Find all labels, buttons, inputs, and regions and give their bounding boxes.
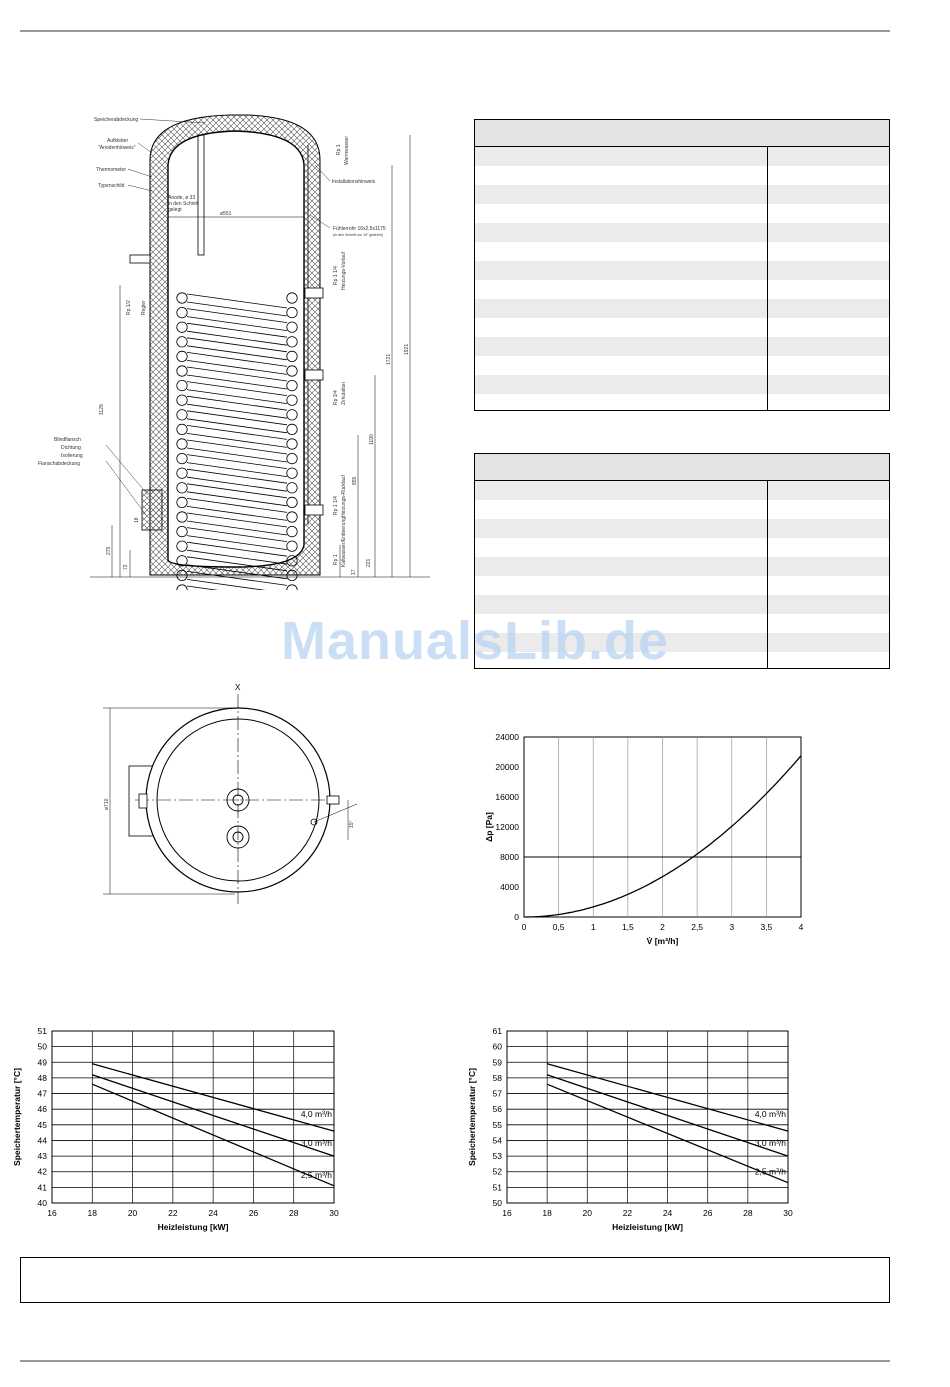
x-tick-label: 26 — [248, 1208, 259, 1218]
y-axis-label: Speichertemperatur [°C] — [12, 1068, 22, 1166]
label-flange-1: Blindflansch — [54, 437, 81, 443]
conn-circ-size: Rp 3/4 — [333, 390, 339, 405]
y-tick-label: 51 — [492, 1182, 502, 1193]
x-tick-label: 30 — [329, 1208, 339, 1218]
dim-a: 1921 — [404, 343, 410, 355]
controller-connection — [130, 255, 150, 263]
conn-cold-size: Rp 1 — [333, 554, 339, 565]
table-row — [475, 500, 889, 519]
tank-plan-drawing — [95, 680, 375, 905]
y-tick-label: 45 — [37, 1119, 47, 1130]
table-row — [475, 318, 889, 337]
x-tick-label: 22 — [168, 1208, 178, 1218]
conn-return-size: Rp 1 1/4 — [333, 496, 339, 515]
y-axis-label: Δp [Pa] — [484, 812, 494, 842]
series-label: 3,0 m³/h — [754, 1138, 786, 1149]
y-tick-label: 49 — [37, 1057, 47, 1068]
x-tick-label: 18 — [87, 1208, 98, 1218]
y-tick-label: 0 — [514, 912, 519, 922]
label-flange-2: Dichtung — [61, 445, 81, 451]
dim-h: 72 — [123, 564, 129, 570]
y-tick-label: 54 — [492, 1135, 502, 1146]
x-tick-label: 24 — [662, 1208, 673, 1218]
storage-temp-chart-right — [465, 1020, 815, 1245]
y-tick-label: 56 — [492, 1104, 502, 1115]
label-flange-4: Flanschabdeckung — [38, 461, 80, 467]
x-tick-label: 0,5 — [552, 922, 565, 932]
y-tick-label: 4000 — [500, 882, 519, 892]
label-sticker-1: Aufkleber — [107, 138, 129, 144]
x-tick-label: 16 — [47, 1208, 57, 1218]
dim-f: 275 — [106, 546, 112, 555]
table-row — [475, 261, 889, 280]
bottom-rule — [20, 1360, 890, 1362]
x-tick-label: 2,5 — [691, 922, 704, 932]
x-tick-label: 26 — [702, 1208, 713, 1218]
table-row — [475, 481, 889, 500]
label-cover: Speicherabdeckung — [94, 117, 139, 123]
flange — [142, 490, 162, 530]
x-axis-label: V̇ [m³/h] — [646, 936, 679, 946]
pressure-loss-chart — [470, 725, 820, 965]
x-axis-label: Heizleistung [kW] — [157, 1222, 229, 1232]
data-table-1-header — [475, 120, 889, 147]
table-row — [475, 204, 889, 223]
conn-warmwater-label: Warmwasser — [344, 136, 350, 165]
series-label: 2,5 m³/h — [300, 1169, 332, 1180]
y-tick-label: 50 — [492, 1198, 502, 1208]
x-tick-label: 30 — [783, 1208, 793, 1218]
dim-j: 17 — [351, 569, 357, 575]
plan-x-label: X — [235, 683, 241, 692]
dim-d: 1190 — [369, 434, 375, 445]
y-tick-label: 24000 — [495, 732, 519, 742]
label-sensor-1: Fühlerrohr 16x2,5x1175 — [333, 226, 386, 232]
y-tick-label: 40 — [37, 1198, 47, 1208]
dia-outer-label: ø710 — [104, 798, 110, 810]
x-tick-label: 16 — [502, 1208, 512, 1218]
label-thermometer: Thermometer — [96, 167, 127, 173]
x-tick-label: 20 — [127, 1208, 138, 1218]
x-axis-label: Heizleistung [kW] — [612, 1222, 683, 1232]
y-tick-label: 16000 — [495, 792, 519, 802]
x-tick-label: 2 — [660, 922, 665, 932]
plot-area — [52, 1031, 334, 1203]
y-tick-label: 60 — [492, 1041, 502, 1052]
table-row — [475, 538, 889, 557]
note-box — [20, 1257, 890, 1303]
x-tick-label: 20 — [582, 1208, 593, 1218]
y-tick-label: 52 — [492, 1166, 502, 1177]
conn-return-label: Heizungs-Rücklauf — [341, 475, 347, 517]
label-sticker-2: "Anodenhinweis" — [98, 145, 136, 151]
dia-inner-label: ø551 — [220, 211, 232, 217]
x-tick-label: 3 — [729, 922, 735, 932]
y-tick-label: 58 — [492, 1072, 502, 1083]
x-tick-label: 1,5 — [621, 922, 634, 932]
y-tick-label: 8000 — [500, 852, 519, 862]
x-tick-label: 4 — [798, 922, 804, 932]
y-tick-label: 46 — [37, 1104, 47, 1115]
table-row — [475, 166, 889, 185]
x-tick-label: 18 — [542, 1208, 552, 1218]
conn-circ-label: Zirkulation — [341, 381, 347, 405]
x-tick-label: 22 — [622, 1208, 633, 1218]
y-tick-label: 12000 — [495, 822, 519, 832]
table-row — [475, 147, 889, 166]
table-row — [475, 337, 889, 356]
dim-e: 855 — [352, 476, 358, 485]
x-tick-label: 3,5 — [760, 922, 773, 932]
table-row — [475, 223, 889, 242]
table-row — [475, 375, 889, 394]
series-label: 4,0 m³/h — [754, 1109, 786, 1120]
y-tick-label: 47 — [37, 1088, 47, 1099]
y-tick-label: 59 — [492, 1057, 502, 1068]
dim-b: 1721 — [386, 353, 392, 365]
conn-flow-label: Heizungs-Vorlauf — [341, 251, 347, 290]
y-tick-label: 51 — [37, 1026, 47, 1036]
y-tick-label: 42 — [37, 1166, 47, 1177]
table-row — [475, 356, 889, 375]
table-row — [475, 557, 889, 576]
series-label: 2,5 m³/h — [754, 1166, 786, 1177]
circulation-connection — [305, 370, 323, 380]
conn-cold-label: Kaltwasser/Entleerung — [341, 516, 347, 567]
y-tick-label: 53 — [492, 1151, 502, 1162]
watermark: ManualsLib.de — [280, 611, 670, 671]
heating-flow-connection — [305, 288, 323, 298]
label-anode-2: in den Schnitt — [168, 201, 199, 207]
dim-c: 1129 — [99, 404, 105, 415]
label-anode-1: Anode, ø 33 — [168, 195, 196, 201]
y-tick-label: 48 — [37, 1072, 47, 1083]
y-tick-label: 55 — [492, 1119, 502, 1130]
y-tick-label: 50 — [37, 1041, 47, 1052]
series-label: 3,0 m³/h — [300, 1138, 332, 1149]
label-flange-3: Isolierung — [61, 453, 83, 459]
data-table-2-header — [475, 454, 889, 481]
table-row — [475, 519, 889, 538]
y-tick-label: 20000 — [495, 762, 519, 772]
label-sensor-2: (in den Schnitt um 15° gedreht) — [333, 233, 383, 237]
y-tick-label: 41 — [37, 1182, 47, 1193]
y-axis-label: Speichertemperatur [°C] — [467, 1068, 477, 1166]
table-row — [475, 576, 889, 595]
series-label: 4,0 m³/h — [300, 1109, 332, 1120]
y-tick-label: 43 — [37, 1151, 47, 1162]
x-tick-label: 28 — [288, 1208, 299, 1218]
label-anode-3: gelegt — [168, 207, 182, 213]
table-row — [475, 242, 889, 261]
dim-g: 221 — [366, 558, 372, 567]
dim-i: 18 — [134, 517, 140, 523]
table-row — [475, 280, 889, 299]
table-row — [475, 394, 889, 413]
x-tick-label: 28 — [743, 1208, 753, 1218]
storage-temp-chart-left — [10, 1020, 360, 1245]
y-tick-label: 57 — [492, 1088, 502, 1099]
conn-warmwater-size: Rp 1 — [336, 144, 342, 155]
heating-return-connection — [305, 505, 323, 515]
table-row — [475, 299, 889, 318]
y-tick-label: 44 — [37, 1135, 47, 1146]
x-tick-label: 0 — [521, 922, 527, 932]
tank-section-drawing — [30, 105, 450, 590]
table-row — [475, 185, 889, 204]
label-typeplate: Typenschild — [98, 183, 125, 189]
x-tick-label: 1 — [590, 922, 596, 932]
label-install-note: Installationshinweis — [332, 179, 376, 185]
conn-controller-label: Regler — [141, 300, 147, 315]
x-tick-label: 24 — [208, 1208, 218, 1218]
top-rule — [20, 30, 890, 32]
y-tick-label: 61 — [492, 1026, 502, 1036]
plan-angle-label: 15° — [349, 820, 355, 828]
data-table-1 — [474, 119, 890, 411]
plot-area — [507, 1031, 788, 1203]
conn-controller-size: Rp 1/2 — [126, 300, 132, 315]
conn-flow-size: Rp 1 1/4 — [333, 266, 339, 285]
